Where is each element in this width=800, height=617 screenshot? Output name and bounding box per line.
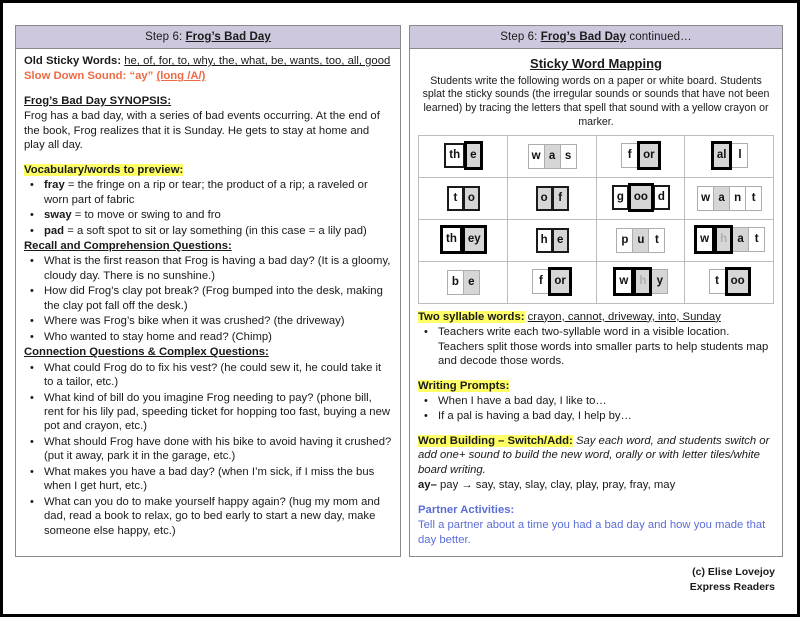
grapheme-box: u (632, 228, 649, 253)
list-item: • What could Frog do to fix his vest? (he could sew it, he could take it to a tailor, etc.) (42, 361, 392, 390)
list-item (42, 208, 392, 222)
grapheme-box: or (548, 267, 572, 296)
vocab-word: fray (44, 179, 65, 192)
word-cell-to (419, 177, 508, 219)
grapheme-box: h (633, 267, 652, 296)
grapheme-box: t (709, 269, 726, 294)
synopsis-text: Frog has a bad day, with a series of bad events occurring. At the end of the book, Frog realizes that it is Sunday. He gets to stay at home and play all day. (24, 110, 380, 152)
word-building-pattern: ay– (418, 479, 437, 492)
grapheme-box: h (714, 225, 733, 254)
word-mapping-grid (418, 135, 774, 304)
left-panel (15, 25, 401, 557)
copyright-line: (c) Elise Lovejoy (692, 565, 775, 578)
word-cell-good (596, 177, 685, 219)
word-cell-of (507, 177, 596, 219)
publisher-line: Express Readers (689, 581, 775, 594)
word-building-description: Say each word, and students switch or add one+ sound to build the new word, orally or with letter tiles/white board writing. (418, 434, 770, 476)
word-cell-he (507, 219, 596, 261)
grapheme-box: f (532, 269, 549, 294)
grapheme-box: w (697, 186, 714, 211)
grapheme-box: h (536, 228, 553, 253)
grapheme-box: w (694, 225, 715, 254)
table-row (419, 177, 774, 219)
word-cell-for (596, 135, 685, 177)
table-row (419, 261, 774, 303)
word-cell-they (419, 219, 508, 261)
left-header-prefix: Step 6: (145, 31, 186, 43)
writing-prompts-heading: Writing Prompts: (418, 379, 510, 392)
vocab-word: sway (44, 209, 72, 222)
sticky-word-mapping-description: Students write the following words on a paper or white board. Students splat the sticky sounds (the irregular sounds or sounds that have not been learned) by tracing the letters that spell that sound with a yellow crayon or marker. (422, 74, 770, 128)
grapheme-box: th (444, 143, 465, 168)
slow-down-sound-value: “ay” (129, 70, 154, 83)
copyright-footer (690, 565, 775, 597)
mapped-word (711, 143, 748, 170)
vocab-definition: = the fringe on a rip or tear; the product of a rip; a raveled or worn part of fabric (44, 179, 368, 206)
left-panel-body (16, 49, 400, 547)
grapheme-box: or (637, 141, 661, 170)
grapheme-box: e (464, 141, 482, 170)
word-building-list: say, stay, slay, clay, play, pray, fray, may (475, 479, 676, 492)
left-header-title: Frog’s Bad Day (185, 31, 271, 43)
mapped-word (709, 269, 750, 296)
grapheme-box: e (552, 228, 569, 253)
two-column-layout (3, 3, 797, 557)
two-syllable-label: Two syllable words: (418, 310, 525, 323)
slow-down-sound-note: (long /A/) (156, 70, 206, 83)
right-header-suffix: continued… (626, 31, 692, 43)
mapped-word (612, 185, 669, 212)
mapped-word (440, 227, 486, 254)
list-item (42, 178, 392, 207)
list-item: • Where was Frog’s bike when it was crushed? (the driveway) (42, 314, 392, 328)
right-header-title: Frog’s Bad Day (540, 31, 627, 43)
synopsis-heading: Frog’s Bad Day SYNOPSIS: (24, 94, 172, 107)
mapped-word (536, 228, 568, 253)
mapped-word (447, 186, 479, 211)
mapped-word (697, 186, 761, 211)
word-building-base: pay (440, 479, 459, 492)
list-item: • When I have a bad day, I like to… (436, 394, 774, 408)
old-sticky-words-line: Old Sticky Words: he, of, for, to, why, the, what, be, wants, too, all, good (24, 55, 391, 67)
grapheme-box: o (463, 186, 480, 211)
word-cell-for (507, 261, 596, 303)
list-item (42, 224, 392, 238)
grapheme-box: w (613, 267, 634, 296)
grapheme-box: t (745, 186, 762, 211)
mapped-word (528, 144, 576, 169)
partner-activities-heading: Partner Activities: (418, 503, 515, 516)
right-panel (409, 25, 783, 557)
word-building-example (418, 478, 774, 492)
arrow-icon: → (461, 479, 473, 492)
grapheme-box: o (536, 186, 553, 211)
grapheme-box: a (732, 227, 749, 252)
grapheme-box: oo (628, 183, 654, 212)
old-sticky-words-label: Old Sticky Words (24, 55, 118, 67)
word-building-block (418, 434, 774, 477)
grapheme-box: w (528, 144, 545, 169)
word-cell-all (685, 135, 774, 177)
word-building-label: Word Building – Switch/Add: (418, 434, 573, 447)
grapheme-box: f (621, 143, 638, 168)
grapheme-box: n (729, 186, 746, 211)
vocabulary-list (24, 178, 392, 238)
mapped-word (532, 269, 571, 296)
list-item: • What should Frog have done with his bike to avoid having it crushed? (put it away, park it in the garage, etc.) (42, 435, 392, 464)
word-cell-want (685, 177, 774, 219)
list-item: • What makes you have a bad day? (when I’m sick, if I miss the bus when I get hurt, etc.) (42, 465, 392, 494)
grapheme-box: e (463, 270, 480, 295)
partner-activities-text: Tell a partner about a time you had a bad day and how you made that day better. (418, 519, 766, 546)
grapheme-box: a (544, 144, 561, 169)
right-header-prefix: Step 6: (500, 31, 541, 43)
recall-heading: Recall and Comprehension Questions: (24, 239, 232, 252)
word-cell-be (419, 261, 508, 303)
grapheme-box: th (440, 225, 463, 254)
list-item: • What is the first reason that Frog is having a bad day? (It is a gloomy, cloudy day. There is no sunshine.) (42, 254, 392, 283)
mapped-word (616, 228, 664, 253)
grapheme-box: g (612, 185, 629, 210)
right-panel-body (410, 49, 782, 556)
word-cell-too (685, 261, 774, 303)
word-cell-why (596, 261, 685, 303)
mapped-word (447, 270, 479, 295)
list-item: • Who wanted to stay home and read? (Chimp) (42, 330, 392, 344)
recall-list (24, 254, 392, 344)
grapheme-box: l (731, 143, 748, 168)
vocab-word: pad (44, 224, 65, 237)
two-syllable-line (418, 310, 774, 324)
grapheme-box: t (648, 228, 665, 253)
two-syllable-list (418, 325, 774, 368)
mapped-word (621, 143, 660, 170)
mapped-word (536, 186, 568, 211)
grapheme-box: p (616, 228, 633, 253)
mapped-word (613, 269, 667, 296)
list-item: • Teachers write each two-syllable word in a visible location. Teachers split those words into smaller parts to help students map and decode those words. (436, 325, 774, 368)
grapheme-box: oo (725, 267, 751, 296)
slow-down-sound-line (24, 69, 392, 83)
right-panel-header (410, 26, 782, 49)
grapheme-box: t (447, 186, 464, 211)
connection-list (24, 361, 392, 538)
list-item: • What kind of bill do you imagine Frog needing to pay? (phone bill, rent for his lily pad, speeding ticket for hopping too fast, buying a new pot and crayon, etc.) (42, 391, 392, 434)
connection-heading: Connection Questions & Complex Questions: (24, 346, 269, 359)
table-row (419, 219, 774, 261)
grapheme-box: f (552, 186, 569, 211)
list-item: • If a pal is having a bad day, I help by… (436, 409, 774, 423)
grapheme-box: t (748, 227, 765, 252)
vocab-definition: = a soft spot to sit or lay something (in this case = a lily pad) (64, 224, 367, 237)
mapped-word (694, 227, 764, 254)
left-panel-header (16, 26, 400, 49)
sticky-word-mapping-title: Sticky Word Mapping (530, 56, 662, 71)
grapheme-box: b (447, 270, 464, 295)
grapheme-box: al (711, 141, 733, 170)
word-cell-put (596, 219, 685, 261)
old-sticky-words-value: he, of, for, to, why, the, what, be, wants, too, all, good (124, 55, 391, 67)
list-item: • How did Frog’s clay pot break? (Frog bumped into the desk, making the clay pot fall off the desk.) (42, 284, 392, 313)
slow-down-sound-label: Slow Down Sound: (24, 70, 127, 83)
grapheme-box: ey (462, 225, 487, 254)
word-cell-the (419, 135, 508, 177)
grapheme-box: d (653, 185, 670, 210)
mapped-word (444, 143, 481, 170)
word-cell-what (685, 219, 774, 261)
grapheme-box: a (713, 186, 730, 211)
grapheme-box: y (651, 269, 668, 294)
list-item: • What can you do to make yourself happy again? (hug my mom and dad, read a book to relax, go to bed early to start a new day, make someone else happy, etc.) (42, 495, 392, 538)
grapheme-box: s (560, 144, 577, 169)
writing-prompts-list (418, 394, 774, 424)
two-syllable-words: crayon, cannot, driveway, into, Sunday (527, 310, 721, 323)
table-row (419, 135, 774, 177)
word-cell-was (507, 135, 596, 177)
vocabulary-heading: Vocabulary/words to preview: (24, 163, 184, 176)
vocab-definition: = to move or swing to and fro (71, 209, 221, 222)
